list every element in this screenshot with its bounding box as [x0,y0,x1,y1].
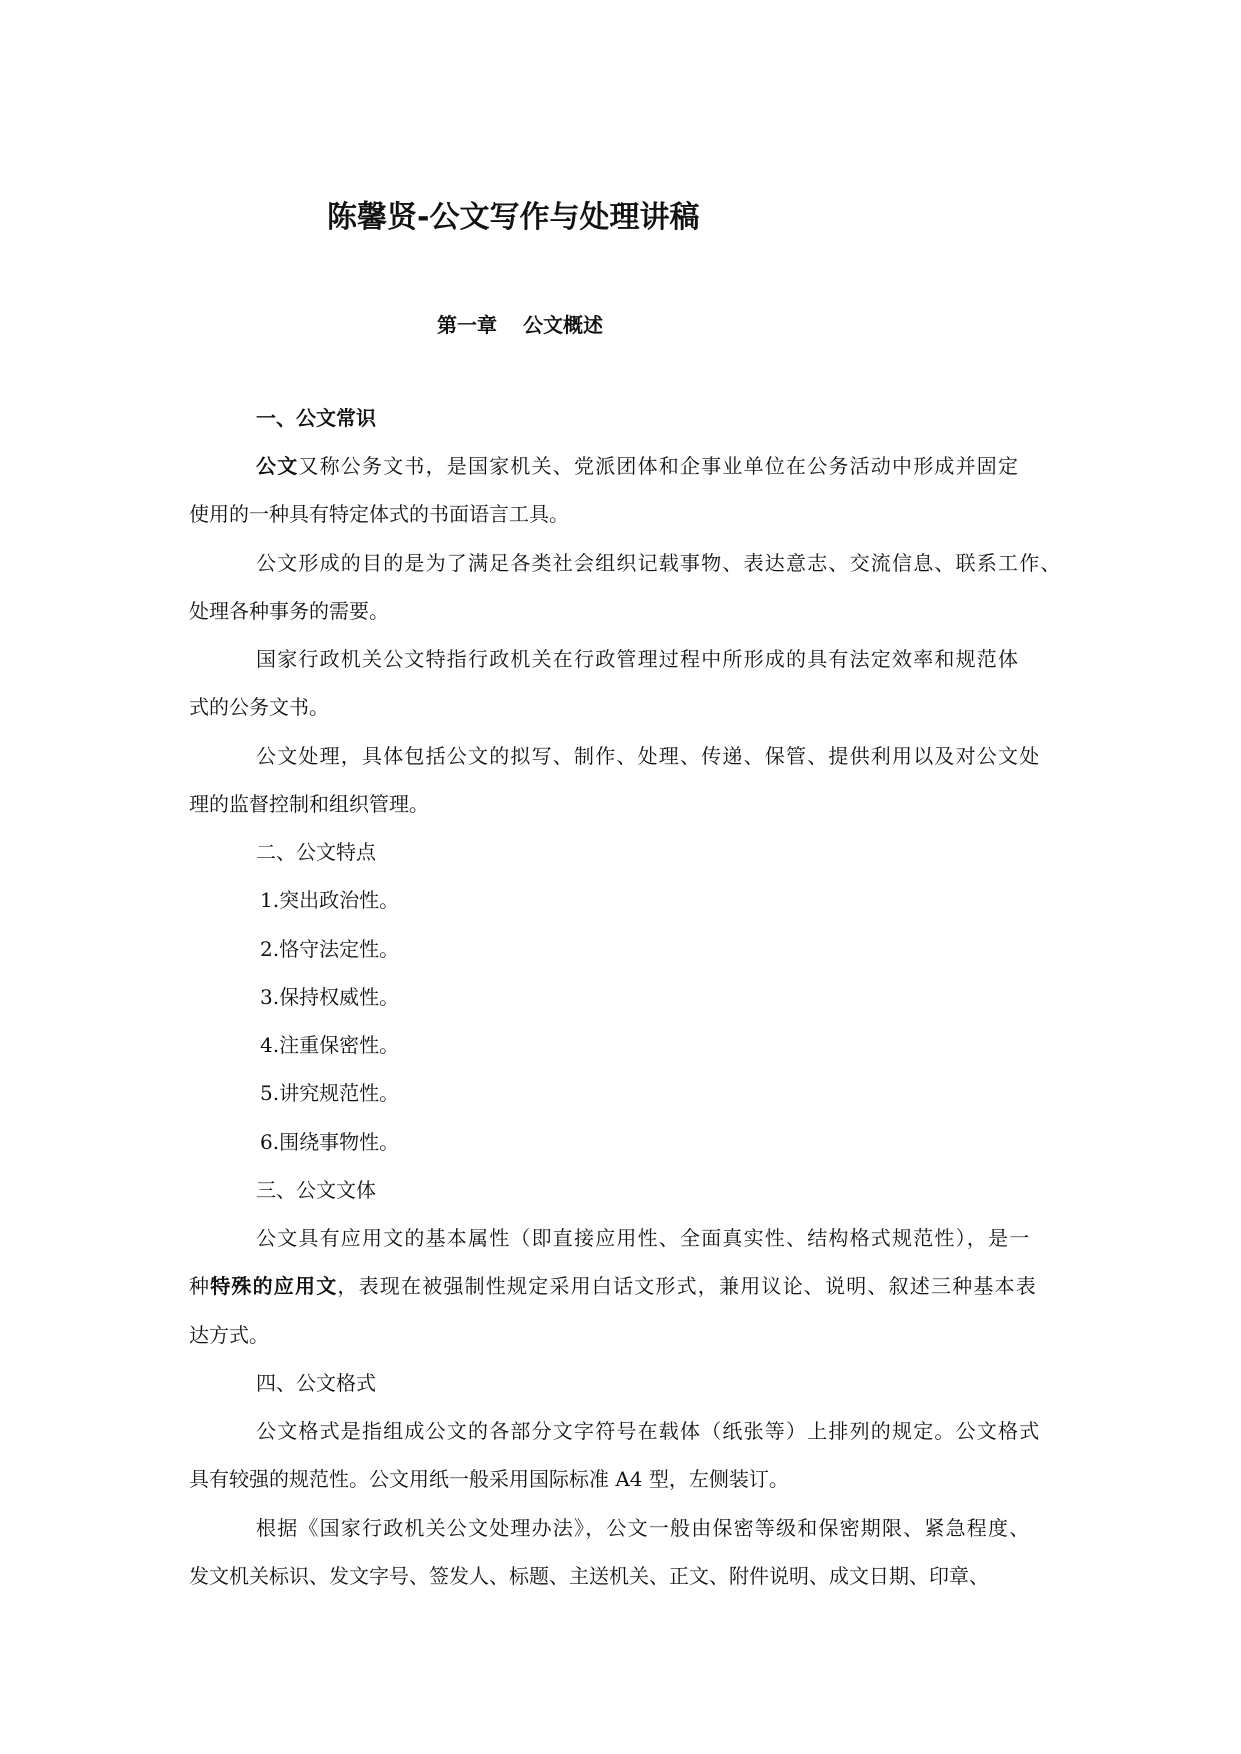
paragraph-line: 公文格式是指组成公文的各部分文字符号在载体（纸张等）上排列的规定。公文格式 [256,1419,1041,1443]
section-heading-4: 四、公文格式 [256,1371,376,1395]
list-item: 2.恪守法定性。 [260,937,400,961]
paragraph-line: 发文机关标识、发文字号、签发人、标题、主送机关、正文、附件说明、成文日期、印章、 [189,1564,989,1588]
list-item: 4.注重保密性。 [260,1033,400,1057]
paragraph-line: 达方式。 [189,1323,269,1347]
paragraph-line: 处理各种事务的需要。 [189,599,389,623]
list-item: 5.讲究规范性。 [260,1081,400,1105]
document-title: 陈馨贤-公文写作与处理讲稿 [327,200,700,235]
paragraph-text: ，表现在被强制性规定采用白话文形式，兼用议论、说明、叙述三种基本表 [337,1274,1038,1298]
paragraph-line: 式的公务文书。 [189,695,329,719]
chapter-name: 公文概述 [523,313,603,337]
paragraph-line: 具有较强的规范性。公文用纸一般采用国际标准 A4 型，左侧装订。 [189,1467,789,1491]
paragraph-line: 公文处理，具体包括公文的拟写、制作、处理、传递、保管、提供利用以及对公文处 [256,744,1041,768]
chapter-title [437,309,603,338]
list-item: 6.围绕事物性。 [260,1130,400,1154]
paragraph-line: 使用的一种具有特定体式的书面语言工具。 [189,502,569,526]
paragraph-line [256,454,1019,478]
paragraph-text: 又称公务文书，是国家机关、党派团体和企事业单位在公务活动中形成并固定 [298,454,1020,478]
term-special-applied-writing: 特殊的应用文 [210,1274,338,1298]
term-gongwen: 公文 [256,454,299,478]
paragraph-line: 国家行政机关公文特指行政机关在行政管理过程中所形成的具有法定效率和规范体 [256,647,1020,671]
paragraph-line: 理的监督控制和组织管理。 [189,792,429,816]
section-heading-3: 三、公文文体 [256,1178,376,1202]
section-heading-2: 二、公文特点 [256,840,376,864]
paragraph-line: 公文具有应用文的基本属性（即直接应用性、全面真实性、结构格式规范性），是一 [256,1226,1031,1250]
paragraph-line: 根据《国家行政机关公文处理办法》，公文一般由保密等级和保密期限、紧急程度、 [256,1516,1031,1540]
paragraph-line [189,1274,1037,1298]
paragraph-line: 公文形成的目的是为了满足各类社会组织记载事物、表达意志、交流信息、联系工作、 [256,551,1062,575]
list-item: 3.保持权威性。 [260,985,400,1009]
list-item: 1.突出政治性。 [260,888,400,912]
paragraph-text: 种 [189,1274,211,1298]
section-heading-1: 一、公文常识 [256,406,376,430]
chapter-number: 第一章 [437,313,497,337]
